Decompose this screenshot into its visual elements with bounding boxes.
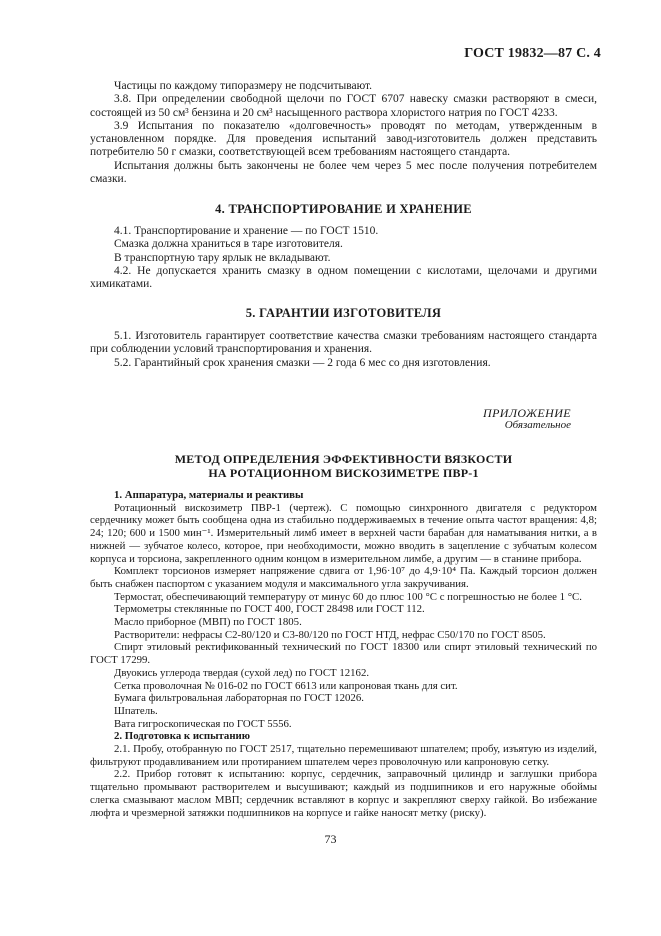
paragraph: Масло приборное (МВП) по ГОСТ 1805. — [114, 616, 302, 629]
paragraph: Спирт этиловый ректификованный технический по ГОСТ 18300 или спирт этиловый технический по ГОСТ 17299. — [90, 641, 597, 667]
paragraph: Сетка проволочная № 016-02 по ГОСТ 6613 или капроновая ткань для сит. — [114, 679, 458, 692]
paragraph: Двуокись углерода твердая (сухой лед) по ГОСТ 12162. — [114, 666, 370, 679]
page-header: ГОСТ 19832—87 С. 4 — [464, 46, 601, 61]
paragraph: Шпатель. — [114, 704, 158, 717]
section-5-title: 5. ГАРАНТИИ ИЗГОТОВИТЕЛЯ — [245, 306, 442, 320]
paragraph: 2.1. Пробу, отобранную по ГОСТ 2517, тщательно перемешивают шпателем; пробу, изъятую из изделий, фильтруют продавливанием или протиранием шпателем через проволочную или капроновую сетку. — [90, 743, 597, 768]
paragraph: 4.1. Транспортирование и хранение — по ГОСТ 1510. — [114, 225, 379, 237]
page-number: 73 — [324, 832, 337, 846]
paragraph: 3.9 Испытания по показателю «долговечность» проводят по методам, утвержденным в установленном порядке. Для проведения испытаний завод-изготовитель должен представить потребителю 50 г смазки, соответствующей всем требованиям настоящего стандарта. — [90, 119, 597, 159]
subsection-heading: 1. Аппаратура, материалы и реактивы — [114, 489, 304, 501]
paragraph: Термостат, обеспечивающий температуру от минус 60 до плюс 100 °С с погрешностью не более 1 °С. — [114, 590, 582, 603]
appendix-title — [90, 453, 597, 480]
appendix-title-line-1: МЕТОД ОПРЕДЕЛЕНИЯ ЭФФЕКТИВНОСТИ ВЯЗКОСТИ — [174, 452, 513, 466]
section-4-text — [90, 225, 597, 291]
appendix-title-line-2: НА РОТАЦИОННОМ ВИСКОЗИМЕТРЕ ПВР-1 — [208, 465, 479, 480]
paragraph: Смазка должна храниться в таре изготовителя. — [114, 238, 343, 251]
paragraph: Термометры стеклянные по ГОСТ 400, ГОСТ 28498 или ГОСТ 112. — [114, 603, 425, 616]
section-4-title: 4. ТРАНСПОРТИРОВАНИЕ И ХРАНЕНИЕ — [215, 202, 472, 216]
paragraph: Бумага фильтровальная лабораторная по ГОСТ 12026. — [114, 692, 364, 705]
paragraph: 5.1. Изготовитель гарантирует соответствие качества смазки требованиям настоящего стандарта при соблюдении условий транспортирования и хранения. — [90, 330, 597, 356]
paragraph: 3.8. При определении свободной щелочи по ГОСТ 6707 навеску смазки растворяют в смеси, состоящей из 50 см³ бензина и 20 см³ насыщенного раствора хлористого натрия по ГОСТ 4233. — [90, 93, 597, 119]
method-text — [90, 489, 597, 819]
paragraph: Ротационный вискозиметр ПВР-1 (чертеж). С помощью синхронного двигателя с редуктором сердечнику может быть сообщена одна из стабильно поддерживаемых в течение опыта частот вращения: 4,8; 24; 120; 600 и 1500 мин⁻¹. Измерительный лимб имеет в верхней части барабан для наматывания нитки, а в нижней — зубчатое колесо, которое, при необходимости, можно вводить в зацепление с зубчатым колесом корпуса и торсиона, закрепленного одним концом в измерительном лимбе, а другим — в станине прибора. — [90, 501, 597, 565]
paragraph: Вата гигроскопическая по ГОСТ 5556. — [114, 717, 292, 730]
paragraph: 2.2. Прибор готовят к испытанию: корпус, сердечник, заправочный цилиндр и заглушки прибора тщательно промывают растворителем и высушивают; каждый из подшипников и его наружные обоймы слегка смазывают маслом МВП; сердечник вставляют в корпус и закрепляют сверху гайкой. Во избежание люфта и чрезмерной затяжки подшипников на корпусе и гайке наносят метку (риску). — [90, 768, 597, 819]
paragraph: Растворители: нефрасы С2-80/120 и С3-80/120 по ГОСТ НТД, нефрас С50/170 по ГОСТ 8505. — [114, 628, 546, 641]
paragraph: Испытания должны быть закончены не более чем через 5 мес после получения потребителем смазки. — [90, 159, 597, 186]
section-5-text — [90, 330, 597, 370]
appendix-status: Обязательное — [504, 419, 571, 431]
paragraph: В транспортную тару ярлык не вкладывают. — [114, 251, 331, 264]
paragraph: 4.2. Не допускается хранить смазку в одном помещении с кислотами, щелочами и другими химикатами. — [90, 264, 597, 291]
paragraph: Комплект торсионов измеряет напряжение сдвига от 1,96·10⁷ до 4,9·10⁴ Па. Каждый торсион должен быть снабжен паспортом с указанием модуля и максимального угла закручивания. — [90, 565, 597, 590]
top-text-block — [90, 80, 597, 186]
paragraph: Частицы по каждому типоразмеру не подсчитывают. — [114, 80, 373, 92]
paragraph: 5.2. Гарантийный срок хранения смазки — 2 года 6 мес со дня изготовления. — [114, 356, 491, 369]
subsection-heading: 2. Подготовка к испытанию — [114, 730, 251, 743]
appendix-label: ПРИЛОЖЕНИЕ — [483, 406, 571, 420]
